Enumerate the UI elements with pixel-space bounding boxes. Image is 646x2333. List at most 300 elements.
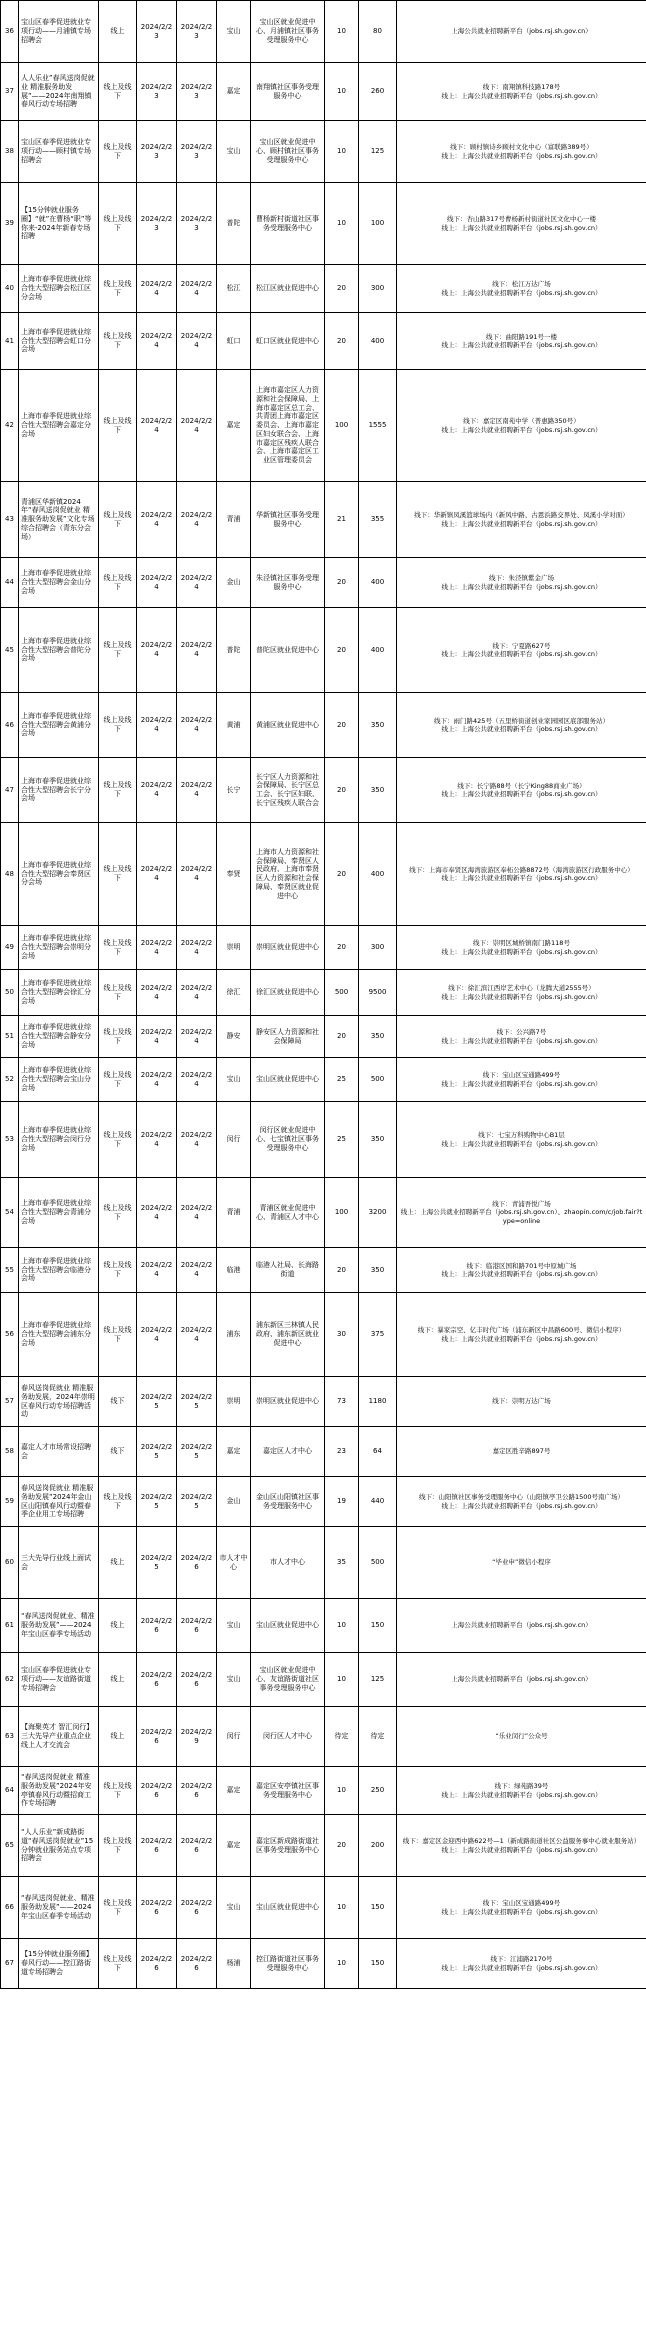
event-mode-cell — [99, 1248, 137, 1293]
event-name-cell — [19, 1248, 99, 1293]
table-row — [1, 370, 646, 482]
event-name-text: 春风送岗促就业 精准服务助发展，2024年崇明区春风行动专场招聘活动 — [21, 1384, 95, 1419]
end-date-text: 2024/2/24 — [180, 641, 213, 658]
district-text: 宝山 — [226, 27, 241, 36]
organizer-text: 闵行区就业促进中心、七宝镇社区事务受理服务中心 — [256, 1126, 319, 1152]
end-date-cell — [177, 608, 217, 693]
start-date-cell — [137, 1877, 177, 1939]
venue-info-text: 线上：上海公共就业招聘新平台（jobs.rsj.sh.gov.cn） — [441, 1845, 602, 1854]
end-date-text: 2024/2/26 — [180, 1781, 213, 1799]
organizer-text: 崇明区就业促进中心 — [256, 943, 319, 952]
venue-info-text: 线上：上海公共就业招聘新平台（jobs.rsj.sh.gov.cn） — [441, 1139, 602, 1148]
district-text: 金山 — [226, 578, 241, 587]
district-text: 宝山 — [226, 1075, 241, 1084]
job-count-text: 1555 — [368, 421, 387, 430]
event-mode-cell — [99, 558, 137, 608]
job-count-text: 400 — [370, 336, 385, 345]
event-name-text: 上海市春季促进就业综合性大型招聘会虹口分会场 — [21, 327, 91, 354]
row-number-text: 62 — [5, 1675, 14, 1684]
district-cell — [217, 1599, 251, 1653]
start-date-text: 2024/2/26 — [140, 1954, 173, 1972]
event-name-text: 上海市春季促进就业综合性大型招聘会嘉定分会场 — [21, 412, 91, 438]
district-text: 青浦 — [226, 515, 241, 524]
job-count-cell — [359, 1293, 397, 1377]
venue-info-text: 线下：长宁路88号（长宁King88商业广场） — [457, 781, 586, 790]
company-count-cell — [325, 1527, 359, 1599]
organizer-text: 嘉定区安亭镇社区事务受理服务中心 — [256, 1781, 319, 1799]
venue-info-text: 线上：上海公共就业招聘新平台（jobs.rsj.sh.gov.cn） — [441, 1036, 602, 1045]
end-date-cell — [177, 1599, 217, 1653]
start-date-cell — [137, 313, 177, 370]
district-cell — [217, 1, 251, 63]
event-name-cell — [19, 1058, 99, 1102]
end-date-text: 2024/2/29 — [180, 1727, 213, 1745]
row-number-cell — [1, 1, 19, 63]
company-count-text: 20 — [337, 578, 346, 587]
district-cell — [217, 183, 251, 265]
event-name-text: 上海市春季促进就业综合性大型招聘会奉贤区分会场 — [21, 860, 91, 887]
company-count-cell — [325, 1939, 359, 1989]
start-date-text: 2024/2/24 — [140, 332, 173, 349]
end-date-cell — [177, 1102, 217, 1178]
event-mode-text: 线上及线下 — [103, 1203, 132, 1221]
job-count-cell — [359, 1477, 397, 1527]
row-number-text: 66 — [5, 1903, 14, 1912]
job-count-cell — [359, 1707, 397, 1767]
event-mode-text: 线上及线下 — [103, 142, 132, 160]
start-date-cell — [137, 1016, 177, 1058]
event-name-cell — [19, 1815, 99, 1877]
row-number-cell — [1, 1767, 19, 1815]
job-count-cell — [359, 63, 397, 121]
organizer-text: 宝山区就业促进中心 — [256, 1075, 319, 1084]
venue-info-text: 线下：嘉定区金迎西中路622号—1（新成路街道社区公益服务事中心就业服务站） — [402, 1837, 641, 1846]
end-date-text: 2024/2/26 — [180, 1553, 213, 1571]
event-name-text: 上海市春季促进就业综合性大型招聘会松江区分会场 — [21, 275, 91, 301]
event-mode-text: 线上 — [110, 1732, 125, 1741]
start-date-cell — [137, 1653, 177, 1707]
district-text: 宝山 — [226, 1621, 241, 1630]
company-count-text: 20 — [337, 1032, 346, 1041]
table-row — [1, 1877, 646, 1939]
event-name-text: 宝山区春季促进就业专项行动——月浦镇专场招聘会 — [21, 18, 91, 44]
company-count-cell — [325, 121, 359, 183]
end-date-cell — [177, 558, 217, 608]
organizer-text: 普陀区就业促进中心 — [256, 645, 319, 654]
district-cell — [217, 1102, 251, 1178]
row-number-text: 52 — [5, 1075, 14, 1084]
event-mode-cell — [99, 313, 137, 370]
venue-info-text: 线下：绿苑路39号 — [494, 1782, 549, 1791]
job-count-text: 350 — [370, 1265, 385, 1274]
event-mode-cell — [99, 370, 137, 482]
event-mode-text: 线上及线下 — [103, 865, 132, 882]
event-name-cell — [19, 1293, 99, 1377]
organizer-text: 徐汇区就业促进中心 — [256, 988, 319, 997]
company-count-cell — [325, 758, 359, 823]
start-date-text: 2024/2/26 — [140, 1781, 173, 1799]
event-name-cell — [19, 313, 99, 370]
event-mode-text: 线上及线下 — [103, 1492, 132, 1510]
job-count-cell — [359, 121, 397, 183]
company-count-text: 23 — [337, 1447, 346, 1456]
company-count-cell — [325, 313, 359, 370]
event-name-text: 上海市春季促进就业综合性大型招聘会闵行分会场 — [21, 1126, 91, 1152]
venue-info-cell — [397, 1427, 646, 1477]
district-cell — [217, 1939, 251, 1989]
venue-info-cell — [397, 1707, 646, 1767]
event-name-cell — [19, 608, 99, 693]
row-number-text: 65 — [5, 1841, 14, 1850]
district-text: 静安 — [226, 1032, 241, 1041]
start-date-cell — [137, 265, 177, 313]
district-cell — [217, 1058, 251, 1102]
event-mode-text: 线下 — [110, 1397, 125, 1406]
start-date-text: 2024/2/25 — [140, 1553, 173, 1571]
venue-info-cell — [397, 1653, 646, 1707]
event-mode-cell — [99, 482, 137, 558]
row-number-cell — [1, 1527, 19, 1599]
venue-info-text: 线下：江浦路2170号 — [490, 1955, 553, 1964]
job-count-text: 440 — [370, 1497, 385, 1506]
organizer-cell — [251, 1, 325, 63]
start-date-cell — [137, 370, 177, 482]
job-count-cell — [359, 183, 397, 265]
row-number-cell — [1, 823, 19, 926]
end-date-cell — [177, 482, 217, 558]
event-name-cell — [19, 1939, 99, 1989]
district-cell — [217, 693, 251, 758]
row-number-text: 54 — [5, 1208, 14, 1217]
district-text: 嘉定 — [226, 1841, 241, 1850]
table-row — [1, 1707, 646, 1767]
job-count-cell — [359, 313, 397, 370]
venue-info-text: 线下：青浦吾悦广场 — [492, 1200, 551, 1209]
district-text: 松江 — [226, 284, 241, 293]
organizer-text: 上海市人力资源和社会保障局、奉贤区人民政府、上海市奉贤区人力资源和社会保障局、奉贤区就业促进中心 — [256, 847, 319, 900]
table-row — [1, 1527, 646, 1599]
district-cell — [217, 1707, 251, 1767]
event-mode-text: 线上及线下 — [103, 641, 132, 658]
event-mode-cell — [99, 926, 137, 970]
venue-info-text: “毕业申”微信小程序 — [492, 1558, 551, 1567]
event-mode-text: 线上及线下 — [103, 1898, 132, 1916]
organizer-cell — [251, 121, 325, 183]
district-cell — [217, 370, 251, 482]
organizer-text: 南翔镇社区事务受理服务中心 — [256, 82, 319, 100]
event-mode-cell — [99, 265, 137, 313]
venue-info-cell — [397, 370, 646, 482]
start-date-text: 2024/2/24 — [140, 1203, 173, 1221]
event-mode-text: 线上及线下 — [103, 1836, 132, 1854]
job-count-cell — [359, 1178, 397, 1248]
job-count-cell — [359, 1939, 397, 1989]
event-mode-cell — [99, 1477, 137, 1527]
start-date-cell — [137, 608, 177, 693]
organizer-text: 闵行区人才中心 — [263, 1732, 312, 1741]
start-date-cell — [137, 558, 177, 608]
start-date-cell — [137, 1427, 177, 1477]
job-count-text: 350 — [370, 785, 385, 794]
event-mode-cell — [99, 1877, 137, 1939]
venue-info-text: 线上：上海公共就业招聘新平台（jobs.rsj.sh.gov.cn） — [441, 425, 602, 434]
end-date-cell — [177, 926, 217, 970]
company-count-cell — [325, 1707, 359, 1767]
table-row — [1, 1599, 646, 1653]
organizer-cell — [251, 1178, 325, 1248]
event-mode-text: 线上及线下 — [103, 1325, 132, 1343]
row-number-text: 58 — [5, 1447, 14, 1456]
district-text: 浦东 — [226, 1330, 241, 1339]
company-count-cell — [325, 1178, 359, 1248]
event-mode-cell — [99, 693, 137, 758]
table-row — [1, 926, 646, 970]
row-number-text: 36 — [5, 27, 14, 36]
end-date-text: 2024/2/25 — [180, 1492, 213, 1510]
table-row — [1, 1653, 646, 1707]
venue-info-cell — [397, 1058, 646, 1102]
start-date-text: 2024/2/26 — [140, 1727, 173, 1745]
event-mode-cell — [99, 1815, 137, 1877]
company-count-text: 10 — [337, 1621, 346, 1630]
row-number-cell — [1, 1599, 19, 1653]
event-mode-cell — [99, 1527, 137, 1599]
company-count-text: 20 — [337, 284, 346, 293]
end-date-cell — [177, 1653, 217, 1707]
venue-info-text: 线上：上海公共就业招聘新平台（jobs.rsj.sh.gov.cn） — [441, 288, 602, 297]
company-count-text: 19 — [337, 1497, 346, 1506]
job-count-text: 300 — [370, 284, 385, 293]
start-date-cell — [137, 1815, 177, 1877]
district-text: 杨浦 — [226, 1959, 241, 1968]
job-count-text: 400 — [370, 869, 385, 878]
district-text: 嘉定 — [226, 421, 241, 430]
venue-info-cell — [397, 1477, 646, 1527]
company-count-text: 73 — [337, 1397, 346, 1406]
end-date-text: 2024/2/24 — [180, 1261, 213, 1278]
start-date-cell — [137, 1377, 177, 1427]
company-count-cell — [325, 823, 359, 926]
start-date-text: 2024/2/23 — [140, 82, 173, 100]
end-date-text: 2024/2/24 — [180, 1325, 213, 1343]
organizer-cell — [251, 693, 325, 758]
event-mode-text: 线上及线下 — [103, 279, 132, 297]
job-count-text: 80 — [373, 27, 382, 36]
organizer-cell — [251, 1599, 325, 1653]
end-date-cell — [177, 1707, 217, 1767]
row-number-cell — [1, 1707, 19, 1767]
end-date-text: 2024/2/24 — [180, 1203, 213, 1221]
row-number-text: 55 — [5, 1265, 14, 1274]
venue-info-cell — [397, 1939, 646, 1989]
district-cell — [217, 1767, 251, 1815]
job-count-cell — [359, 1767, 397, 1815]
venue-info-text: 线上：上海公共就业招聘新平台（jobs.rsj.sh.gov.cn） — [441, 1270, 602, 1278]
end-date-cell — [177, 693, 217, 758]
organizer-text: 虹口区就业促进中心 — [256, 336, 319, 345]
job-count-text: 260 — [370, 87, 385, 96]
table-row — [1, 482, 646, 558]
venue-info-text: 线下：宝山区宝通路499号 — [482, 1071, 561, 1080]
job-count-text: 355 — [370, 515, 385, 524]
organizer-cell — [251, 265, 325, 313]
district-cell — [217, 1815, 251, 1877]
district-cell — [217, 1427, 251, 1477]
event-name-text: 上海市春季促进就业综合性大型招聘会长宁分会场 — [21, 776, 91, 803]
company-count-text: 21 — [337, 515, 346, 524]
event-mode-text: 线上 — [110, 1558, 125, 1567]
organizer-cell — [251, 1653, 325, 1707]
venue-info-text: 线上：上海公共就业招聘新平台（jobs.rsj.sh.gov.cn） — [441, 1079, 602, 1088]
job-count-cell — [359, 1, 397, 63]
start-date-text: 2024/2/24 — [140, 416, 173, 434]
start-date-text: 2024/2/24 — [140, 573, 173, 591]
organizer-cell — [251, 926, 325, 970]
event-name-cell — [19, 1707, 99, 1767]
venue-info-text: 线下：南翔镇科技路178号 — [482, 83, 561, 92]
organizer-text: 宝山区就业促进中心、月浦镇社区事务受理服务中心 — [256, 18, 319, 44]
venue-info-text: 线下：临港区国和路701号中原城广场 — [466, 1261, 577, 1270]
job-count-text: 375 — [370, 1330, 385, 1339]
venue-info-text: 线下：宝山区宝通路499号 — [482, 1899, 561, 1908]
event-name-cell — [19, 1178, 99, 1248]
event-name-cell — [19, 482, 99, 558]
event-name-text: 三大先导行业线上面试会 — [21, 1553, 91, 1571]
venue-info-text: 线下：华新镇凤溪篮球场内（新风中路、古恩浜路交界处、凤溪小学对面） — [414, 511, 629, 520]
job-count-text: 150 — [370, 1959, 385, 1968]
event-name-cell — [19, 1599, 99, 1653]
company-count-cell — [325, 1016, 359, 1058]
row-number-text: 42 — [5, 421, 14, 430]
event-mode-text: 线上 — [110, 27, 125, 36]
company-count-cell — [325, 183, 359, 265]
venue-info-cell — [397, 558, 646, 608]
venue-info-text: 线上：上海公共就业招聘新平台（jobs.rsj.sh.gov.cn） — [441, 992, 602, 1001]
start-date-text: 2024/2/24 — [140, 781, 173, 798]
event-name-cell — [19, 1653, 99, 1707]
organizer-cell — [251, 1248, 325, 1293]
venue-info-text: 线上：上海公共就业招聘新平台（jobs.rsj.sh.gov.cn） — [441, 519, 602, 528]
end-date-text: 2024/2/23 — [180, 22, 213, 40]
event-name-text: “春风送岗促就业 精准服务助发展”2024年安亭镇春风行动暨招商工作专场招聘 — [21, 1773, 92, 1808]
company-count-text: 100 — [334, 421, 349, 430]
row-number-cell — [1, 1016, 19, 1058]
start-date-text: 2024/2/23 — [140, 22, 173, 40]
event-name-text: “春风送岗促就业、精准服务助发展”——2024年宝山区春季专场活动 — [21, 1612, 95, 1638]
event-name-cell — [19, 1016, 99, 1058]
district-cell — [217, 1016, 251, 1058]
end-date-text: 2024/2/24 — [180, 1130, 213, 1148]
start-date-text: 2024/2/24 — [140, 1325, 173, 1343]
event-mode-text: 线上及线下 — [103, 416, 132, 434]
event-mode-text: 线上及线下 — [103, 214, 132, 232]
venue-info-text: 线上：上海公共就业招聘新平台（jobs.rsj.sh.gov.cn） — [441, 91, 602, 100]
district-cell — [217, 63, 251, 121]
district-text: 普陀 — [226, 645, 241, 654]
event-mode-cell — [99, 1293, 137, 1377]
district-cell — [217, 1877, 251, 1939]
event-name-text: 上海市春季促进就业综合性大型招聘会宝山分会场 — [21, 1066, 91, 1092]
end-date-cell — [177, 1939, 217, 1989]
job-count-cell — [359, 1058, 397, 1102]
district-cell — [217, 970, 251, 1016]
venue-info-cell — [397, 1178, 646, 1248]
table-row — [1, 1293, 646, 1377]
venue-info-text: 线下：暴家宗空、亿丰时代广场（浦东新区中昌路600号、微信小程序） — [417, 1326, 626, 1335]
company-count-text: 30 — [337, 1330, 346, 1339]
district-cell — [217, 1527, 251, 1599]
end-date-text: 2024/2/24 — [180, 332, 213, 349]
company-count-cell — [325, 1, 359, 63]
venue-info-cell — [397, 1527, 646, 1599]
organizer-cell — [251, 482, 325, 558]
table-row — [1, 970, 646, 1016]
event-mode-text: 线上及线下 — [103, 716, 132, 733]
table-row — [1, 121, 646, 183]
start-date-text: 2024/2/25 — [140, 1492, 173, 1510]
organizer-cell — [251, 1058, 325, 1102]
district-cell — [217, 313, 251, 370]
company-count-cell — [325, 482, 359, 558]
end-date-text: 2024/2/23 — [180, 142, 213, 160]
event-mode-text: 线上及线下 — [103, 1070, 132, 1088]
organizer-cell — [251, 1102, 325, 1178]
organizer-text: 曹杨新村街道社区事务受理服务中心 — [256, 214, 319, 232]
venue-info-text: 线上：上海公共就业招聘新平台（jobs.rsj.sh.gov.cn） — [441, 790, 602, 798]
event-mode-cell — [99, 1377, 137, 1427]
end-date-text: 2024/2/26 — [180, 1954, 213, 1972]
end-date-text: 2024/2/26 — [180, 1670, 213, 1688]
event-name-cell — [19, 970, 99, 1016]
venue-info-cell — [397, 1767, 646, 1815]
job-count-cell — [359, 693, 397, 758]
job-count-cell — [359, 608, 397, 693]
venue-info-cell — [397, 482, 646, 558]
organizer-text: 宝山区就业促进中心、顾村镇社区事务受理服务中心 — [256, 138, 319, 164]
company-count-cell — [325, 1815, 359, 1877]
venue-info-cell — [397, 265, 646, 313]
start-date-text: 2024/2/24 — [140, 1130, 173, 1148]
company-count-text: 25 — [337, 1075, 346, 1084]
row-number-cell — [1, 1477, 19, 1527]
start-date-cell — [137, 758, 177, 823]
table-row — [1, 1, 646, 63]
event-mode-cell — [99, 608, 137, 693]
organizer-cell — [251, 558, 325, 608]
district-text: 崇明 — [226, 1397, 241, 1406]
job-count-text: 400 — [370, 645, 385, 654]
event-mode-cell — [99, 121, 137, 183]
row-number-text: 57 — [5, 1397, 14, 1406]
company-count-cell — [325, 558, 359, 608]
company-count-text: 待定 — [334, 1732, 349, 1741]
organizer-cell — [251, 1477, 325, 1527]
event-mode-text: 线上及线下 — [103, 1781, 132, 1799]
row-number-text: 53 — [5, 1135, 14, 1144]
end-date-cell — [177, 823, 217, 926]
venue-info-cell — [397, 1377, 646, 1427]
event-name-text: 宝山区春季促进就业专项行动——友谊路街道专场招聘会 — [21, 1666, 91, 1692]
row-number-text: 50 — [5, 988, 14, 997]
row-number-text: 40 — [5, 284, 14, 293]
event-name-text: 上海市春季促进就业综合性大型招聘会黄浦分会场 — [21, 711, 91, 738]
venue-info-cell — [397, 1102, 646, 1178]
venue-info-text: 线上：上海公共就业招聘新平台（jobs.rsj.sh.gov.cn） — [441, 582, 602, 591]
table-row — [1, 823, 646, 926]
district-text: 奉贤 — [226, 869, 241, 878]
end-date-cell — [177, 1815, 217, 1877]
organizer-cell — [251, 63, 325, 121]
